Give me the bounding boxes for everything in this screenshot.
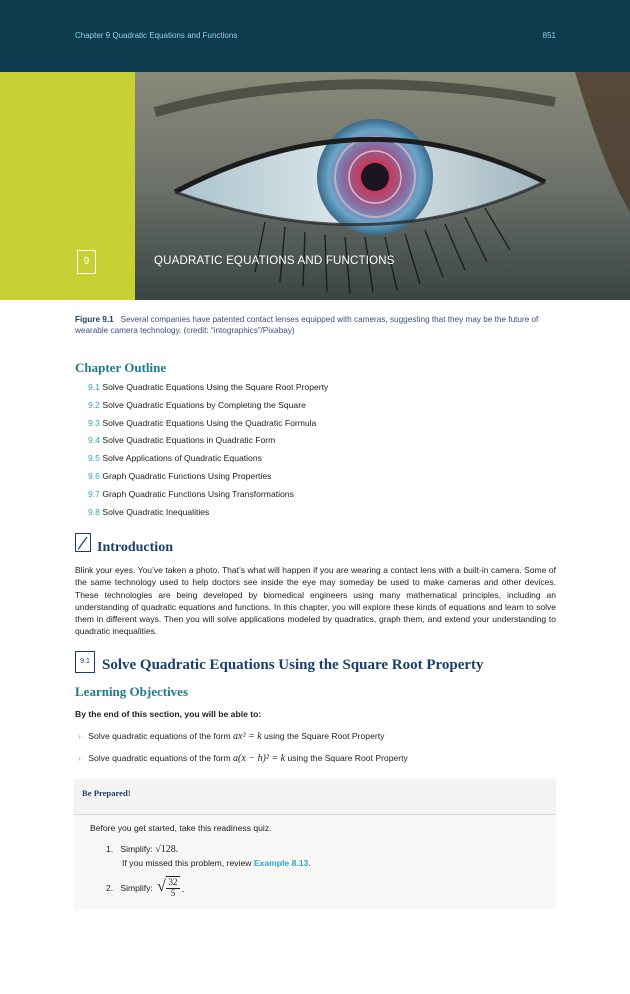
- introduction-text: Blink your eyes. You’ve taken a photo. That’s what will happen if you are wearing a contact lens with a built-in camera. Some of the same technology used to help doctors see inside the eye may someday be used to make cameras and other devices. These technologies are being developed by biomedical engineers using many mathematical principles, including an understanding of quadratic equations and functions. In this chapter, you will explore these kinds of equations and learn to solve them in different ways. Then you will solve applications modeled by quadratics, graph them, and extend your understanding to quadratic inequalities.: [75, 565, 556, 637]
- learning-objective-item: [78, 731, 384, 742]
- fraction-numerator: 32: [166, 876, 180, 889]
- section-number-box: 9.1: [75, 651, 95, 673]
- chapter-banner: [0, 72, 630, 300]
- outline-item-title: Solve Applications of Quadratic Equations: [102, 453, 262, 464]
- be-prepared-heading: Be Prepared!: [82, 788, 131, 798]
- figure-label: Figure 9.1: [75, 315, 114, 324]
- section-title: Solve Quadratic Equations Using the Square Root Property: [102, 657, 484, 673]
- banner-accent: [0, 72, 135, 300]
- outline-item-number: 9.4: [88, 435, 100, 446]
- introduction-heading: Introduction: [97, 540, 173, 555]
- outline-item-number: 9.3: [88, 417, 100, 428]
- fraction-denominator: 5: [170, 888, 176, 898]
- pencil-icon: [75, 533, 91, 552]
- review-text: If you missed this problem, review: [122, 858, 252, 868]
- chapter-outline-heading: Chapter Outline: [75, 360, 167, 375]
- outline-item-title: Solve Quadratic Equations Using the Quadratic Formula: [102, 417, 317, 428]
- quiz-question-2: [106, 883, 153, 893]
- learning-objectives-intro: By the end of this section, you will be able to:: [75, 709, 262, 719]
- outline-item-title: Solve Quadratic Inequalities: [102, 506, 210, 517]
- learning-objectives-heading: Learning Objectives: [75, 684, 189, 699]
- outline-item[interactable]: [88, 433, 328, 451]
- outline-item[interactable]: [88, 487, 328, 505]
- figure-caption-text: Several companies have patented contact lenses equipped with cameras, suggesting that they may be the future of wearable camera technology. (credit: “intographics”/Pixabay): [75, 315, 539, 335]
- page-header: [0, 0, 630, 72]
- example-link[interactable]: Example 8.13: [253, 858, 309, 868]
- quiz-question-1: [106, 844, 178, 855]
- outline-item-title: Solve Quadratic Equations in Quadratic Form: [102, 435, 276, 446]
- outline-item-number: 9.6: [88, 470, 100, 481]
- objective-text: Solve quadratic equations of the form: [88, 753, 231, 763]
- objective-math: a(x − h)² = k: [233, 753, 286, 764]
- chapter-title: QUADRATIC EQUATIONS AND FUNCTIONS: [154, 255, 395, 267]
- outline-item[interactable]: [88, 451, 328, 469]
- bullet-icon: ›: [78, 753, 81, 763]
- objective-math: ax² = k: [233, 731, 262, 742]
- bullet-icon: ›: [78, 731, 81, 741]
- objective-text: using the Square Root Property: [287, 753, 408, 763]
- question-math: √128.: [155, 844, 179, 855]
- question-number: 1.: [106, 844, 114, 854]
- outline-item-title: Solve Quadratic Equations by Completing the Square: [102, 399, 306, 410]
- question-text: Simplify:: [120, 844, 153, 854]
- be-prepared-header: [74, 779, 556, 815]
- quiz-review-note: [122, 858, 311, 868]
- outline-item-number: 9.1: [88, 382, 100, 392]
- question-text: Simplify:: [120, 883, 153, 893]
- objective-text: Solve quadratic equations of the form: [88, 731, 231, 741]
- outline-item-title: Graph Quadratic Functions Using Transformations: [102, 488, 294, 499]
- review-period: .: [308, 858, 311, 868]
- objective-text: using the Square Root Property: [264, 731, 385, 741]
- outline-item[interactable]: [88, 505, 328, 523]
- outline-item-number: 9.8: [88, 506, 100, 517]
- outline-item-number: 9.7: [88, 488, 100, 499]
- outline-item[interactable]: [88, 398, 328, 416]
- outline-item[interactable]: [88, 416, 328, 434]
- outline-item-number: 9.2: [88, 399, 100, 410]
- running-head: Chapter 9 Quadratic Equations and Functions: [75, 31, 238, 40]
- outline-item-number: 9.5: [88, 453, 100, 464]
- outline-item[interactable]: [88, 380, 328, 398]
- question-number: 2.: [106, 883, 114, 893]
- chapter-outline: [88, 380, 328, 522]
- learning-objective-item: [78, 753, 408, 764]
- be-prepared-intro: Before you get started, take this readiness quiz.: [90, 823, 272, 833]
- outline-item-title: Graph Quadratic Functions Using Properties: [102, 470, 272, 481]
- page-number: 851: [542, 31, 556, 40]
- chapter-number-box: 9: [77, 250, 96, 274]
- outline-item-title: Solve Quadratic Equations Using the Square Root Property: [102, 382, 329, 392]
- outline-item[interactable]: [88, 469, 328, 487]
- figure-caption: [75, 314, 545, 336]
